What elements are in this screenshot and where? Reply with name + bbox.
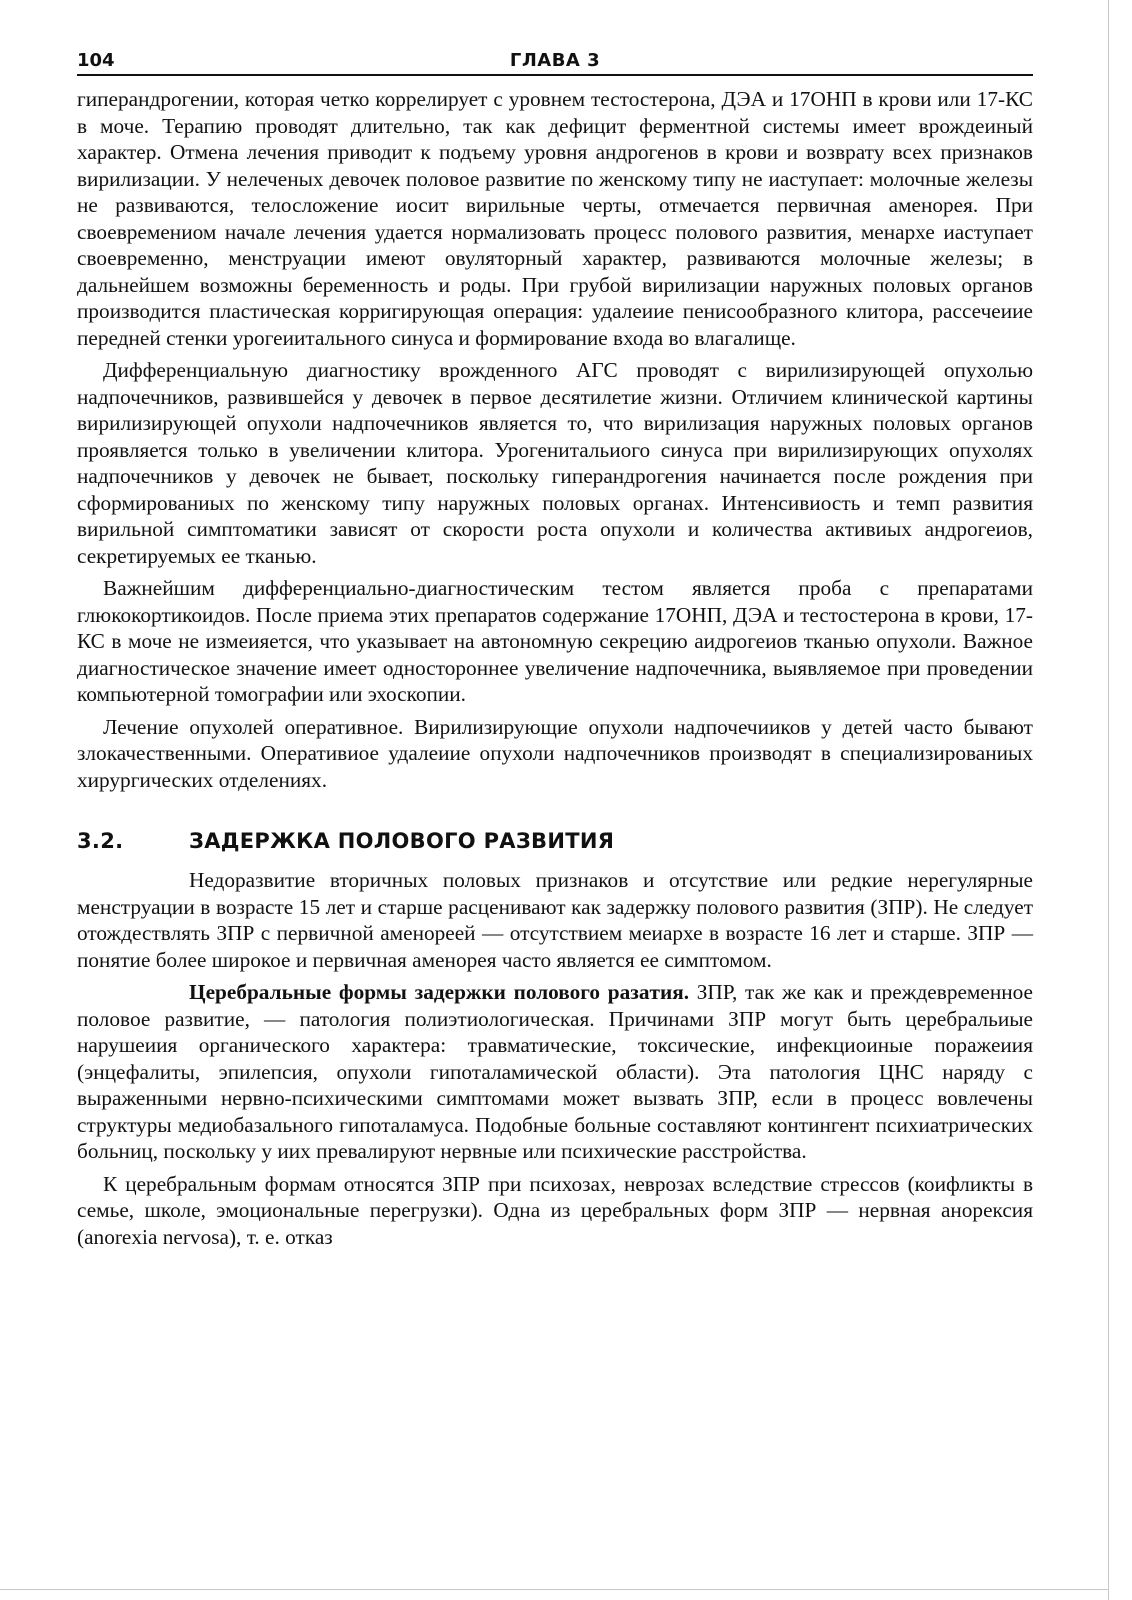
paragraph: Лечение опухолей оперативное. Вирилизирующие опухоли надпочечииков у детей часто бывают злокачественными. Оперативиое удалеиие опухоли надпочечников производят в специализированиых хирургических отделениях. [77,714,1033,792]
page-body [77,86,1033,1250]
chapter-title: ГЛАВА 3 [509,50,601,71]
paragraph: К церебральным формам относятся ЗПР при психозах, неврозах вследствие стрессов (коифликты в семье, школе, эмоциональные перегрузки). Одна из церебральных форм ЗПР — нервная анорексия (anorexia nervosa), т. е. отказ [77,1171,1033,1249]
page-edge-bottom [0,1589,1108,1590]
section-heading [77,825,1033,859]
paragraph [77,979,1033,1165]
section-number: 3.2. [77,829,124,853]
paragraph-text: ЗПР, так же как и преждевременное половое развитие, — патология полиэтиологическая. Причинами ЗПР могут быть церебральиые нарушеиия органического характера: травматические, токсические, инфекциоиные поражеиия (энцефалиты, эпилепсия, опухоли гипоталамической области). Эта патология ЦНС наряду с выраженными нервно-психическими симптомами может вызвать ЗПР, если в процесс вовлечены структуры медиобазального гипоталамуса. Подобные больные составляют контингент психиатрических больниц, поскольку у иих превалируют нервные или психические расстройства. [77,980,1034,1163]
paragraph: Важнейшим дифференциально-диагностическим тестом является проба с препаратами глюкокортикоидов. После приема этих препаратов содержание 17ОНП, ДЭА и тестостерона в крови, 17-КС в моче не измеияется, что указывает на автономную секрецию аидрогеиов тканью опухоли. Важное диагностическое значение имеет одностороннее увеличение надпочечника, выявляемое при проведении компьютерной томографии или эхоскопии. [77,576,1033,706]
page-number: 104 [77,50,115,71]
page-edge-right [1108,0,1109,1600]
run-in-heading: Церебральные формы задержки полового разaтия. [189,980,690,1004]
section-title: ЗАДЕРЖКА ПОЛОВОГО РАЗВИТИЯ [189,829,615,853]
running-header [77,50,1033,76]
paragraph: Дифференциальную диагностику врожденного АГС проводят с вирилизирующей опухолью надпочечников, развившейся у девочек в первое десятилетие жизни. Отличием клинической картины вирилизирующей опухоли надпочечников является то, что вирилизация наружных половых органов проявляется только в увеличении клитора. Урогенитальиого синуса при вирилизирующих опухолях надпочечников у девочек не бывает, поскольку гиперандрогения начинается после рождения при сформированиых по женскому типу наружных половых органах. Интенсивиость и темп развития вирильной симптоматики зависят от скорости роста опухоли и количества активиых андрогеиов, секретируемых ее тканью. [77,358,1033,568]
paragraph: гиперандрогении, которая четко коррелирует с уровнем тестостерона, ДЭА и 17ОНП в крови или 17-КС в моче. Терапию проводят длительно, так как дефицит ферментной системы имеет врождеиный характер. Отмена лечения приводит к подъему уровня андрогенов в крови и возврату всех признаков вирилизации. У нелеченых девочек половое развитие по женскому типу не иаступает: молочные железы не развиваются, телосложение иосит вирильные черты, отмечается первичная аменорея. При своевремениом начале лечения удается нормализовать процесс полового развития, менархе иаступает своевременно, менструации имеют овуляторный характер, развиваются молочные железы; в дальнейшем возможны беременность и роды. При грубой вирилизации наружных половых органов производится пластическая корригирующая операция: удалеиие пенисообразного клитора, рассечеиие передней стенки урогеиитального синуса и формирование входа во влагалище. [77,87,1033,350]
paragraph: Недоразвитие вторичных половых признаков и отсутствие или редкие нерегулярные менструации в возрасте 15 лет и старше расценивают как задержку полового развития (ЗПР). Не следует отождествлять ЗПР с первичной аменореей — отсутствием меиархе в возрасте 16 лет и старше. ЗПР — понятие более широкое и первичная аменорея часто является ее симптомом. [77,868,1033,972]
